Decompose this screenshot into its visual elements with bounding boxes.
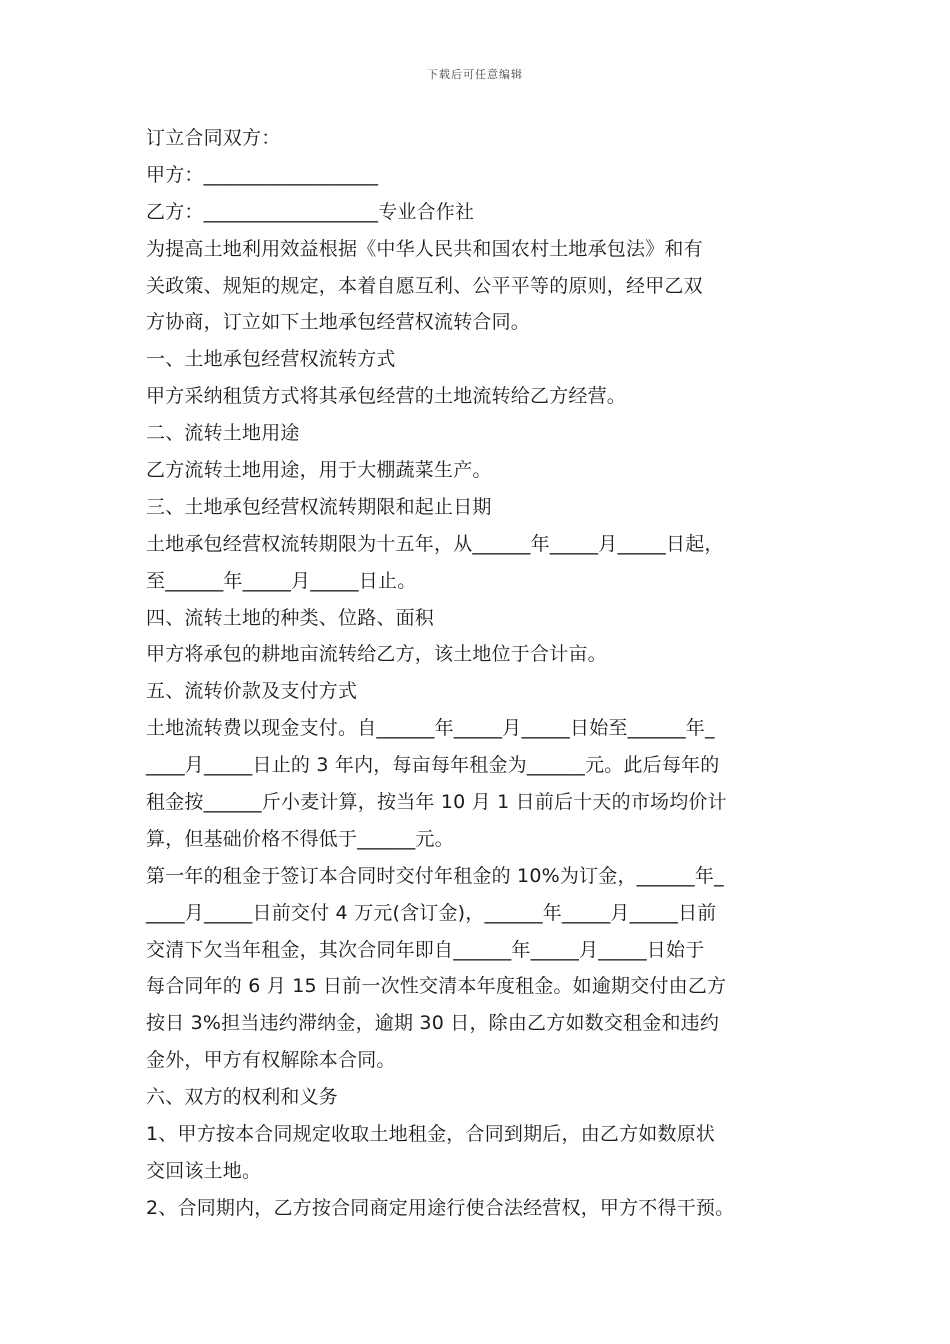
text-line: 第一年的租金于签订本合同时交付年租金的 10%为订金，______年_ bbox=[146, 864, 724, 887]
text-line: 关政策、规矩的规定，本着自愿互利、公平平等的原则，经甲乙双 bbox=[146, 274, 703, 297]
text-line: 1、甲方按本合同规定收取土地租金，合同到期后，由乙方如数原状 bbox=[146, 1123, 716, 1146]
text-line: 交回该土地。 bbox=[146, 1159, 262, 1182]
text-line: 方协商，订立如下土地承包经营权流转合同。 bbox=[146, 311, 531, 334]
header-note: 下载后可任意编辑 bbox=[427, 68, 523, 81]
section-heading: 五、流转价款及支付方式 bbox=[146, 680, 358, 703]
section-heading: 二、流转土地用途 bbox=[146, 422, 300, 445]
text-line: 租金按______斤小麦计算，按当年 10 月 1 日前后十天的市场均价计 bbox=[146, 791, 727, 814]
text-line: 甲方：__________________ bbox=[146, 163, 379, 186]
text-line: 交清下欠当年租金，其次合同年即自______年_____月_____日始于 bbox=[146, 938, 705, 961]
text-line: 甲方采纳租赁方式将其承包经营的土地流转给乙方经营。 bbox=[146, 385, 627, 408]
text-line: 2、合同期内，乙方按合同商定用途行使合法经营权，甲方不得干预。 bbox=[146, 1196, 735, 1219]
text-line: 至______年_____月_____日止。 bbox=[146, 569, 417, 592]
text-line: 甲方将承包的耕地亩流转给乙方，该土地位于合计亩。 bbox=[146, 643, 607, 666]
text-line: ____月_____日止的 3 年内，每亩每年租金为______元。此后每年的 bbox=[146, 754, 720, 777]
section-heading: 四、流转土地的种类、位路、面积 bbox=[146, 606, 435, 629]
section-heading: 三、土地承包经营权流转期限和起止日期 bbox=[146, 495, 492, 518]
section-heading: 六、双方的权利和义务 bbox=[146, 1086, 339, 1109]
text-line: 土地承包经营权流转期限为十五年，从______年_____月_____日起， bbox=[146, 532, 724, 555]
text-line: 按日 3%担当违约滞纳金，逾期 30 日，除由乙方如数交租金和违约 bbox=[146, 1012, 720, 1035]
text-line: 乙方：__________________专业合作社 bbox=[146, 200, 475, 223]
text-line: 算，但基础价格不得低于______元。 bbox=[146, 827, 454, 850]
document-body bbox=[146, 120, 836, 1227]
text-line: 每合同年的 6 月 15 日前一次性交清本年度租金。如逾期交付由乙方 bbox=[146, 975, 727, 998]
text-line: 订立合同双方： bbox=[146, 127, 281, 149]
text-line: 土地流转费以现金支付。自______年_____月_____日始至______年_ bbox=[146, 717, 715, 740]
text-line: 乙方流转土地用途，用于大棚蔬菜生产。 bbox=[146, 459, 492, 482]
text-line: 金外，甲方有权解除本合同。 bbox=[146, 1049, 396, 1072]
text-line: ____月_____日前交付 4 万元(含订金)，______年_____月_____日前 bbox=[146, 901, 717, 924]
text-line: 为提高土地利用效益根据《中华人民共和国农村土地承包法》和有 bbox=[146, 237, 703, 260]
section-heading: 一、土地承包经营权流转方式 bbox=[146, 348, 396, 371]
